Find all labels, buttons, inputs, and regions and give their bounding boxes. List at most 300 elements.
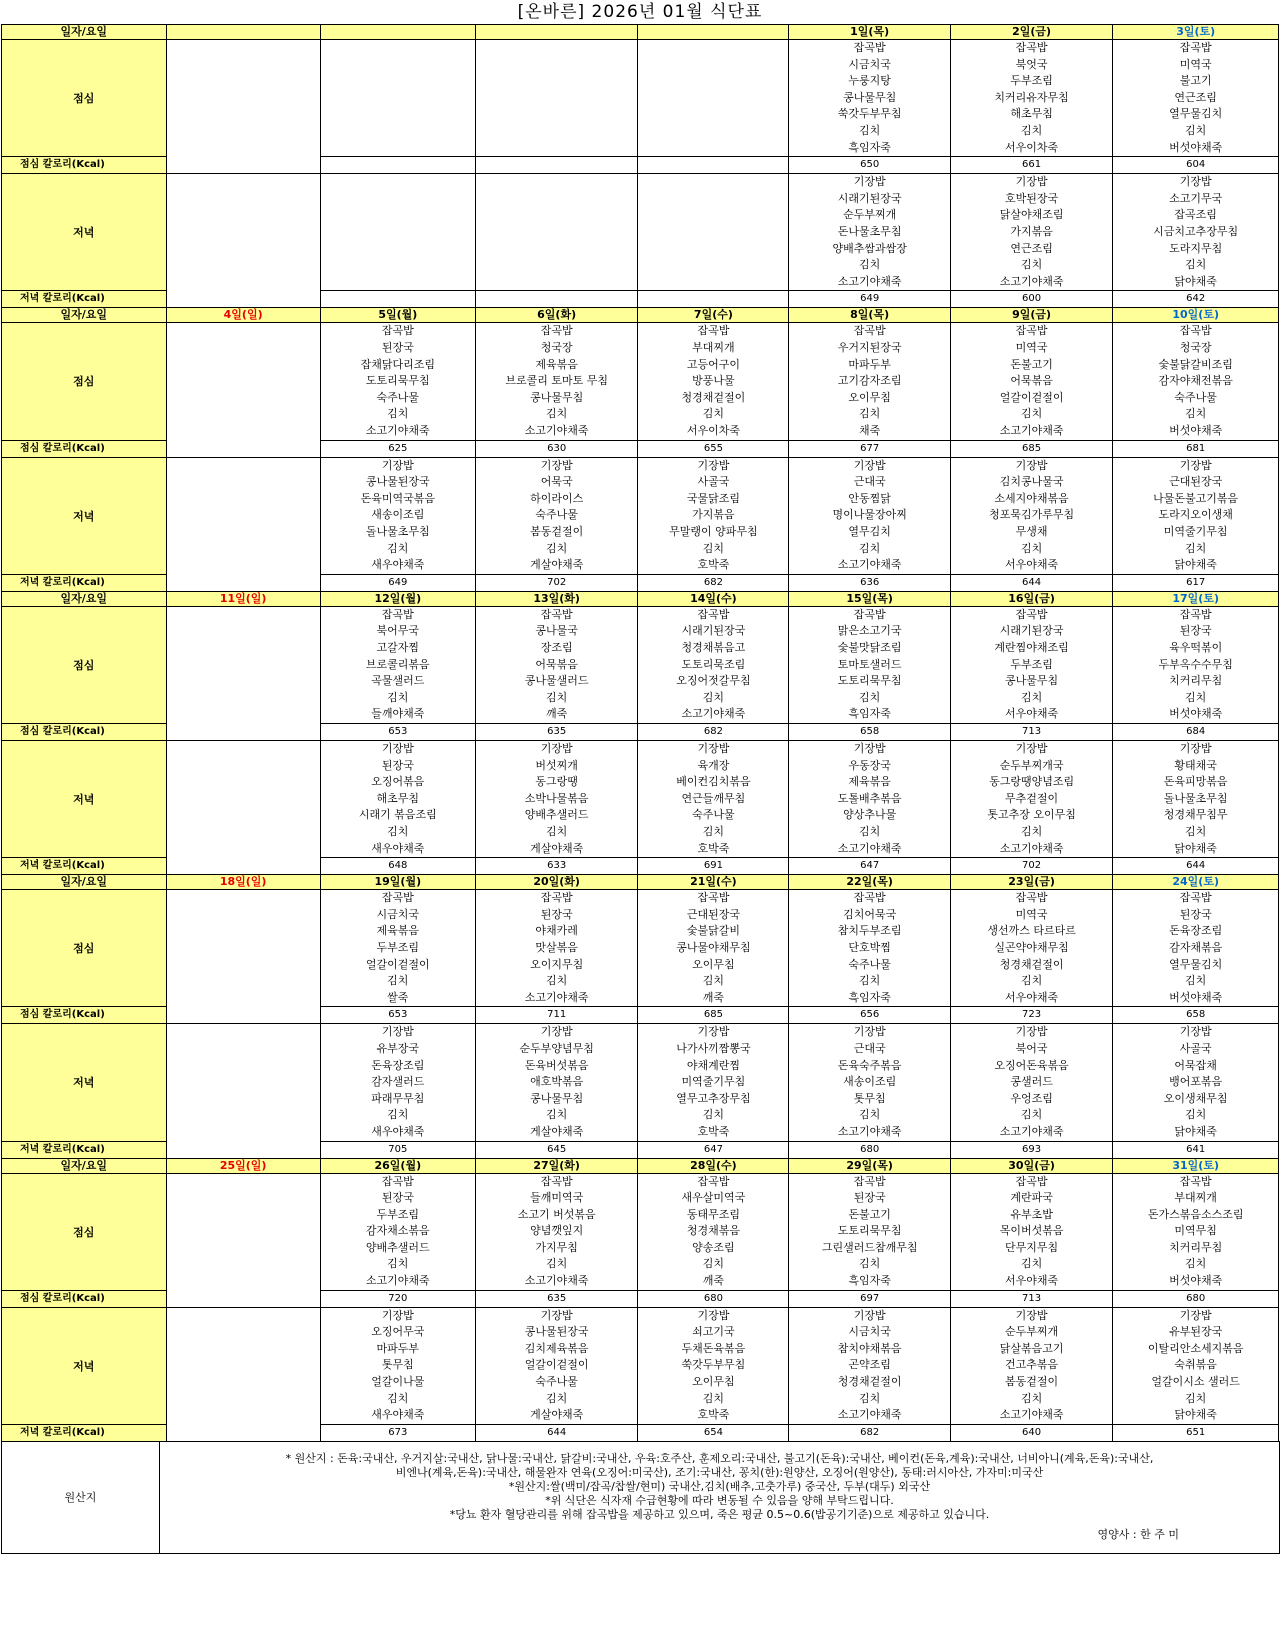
day-header: 27일(화) xyxy=(475,1158,637,1173)
lunch-menu-cell xyxy=(166,606,320,740)
origin-line: *원산지:쌀(백미/잡곡/찹쌀/현미) 국내산,김치(배추,고춧가루) 중국산, 두부(대두) 외국산 xyxy=(508,1480,931,1494)
dish-item: 도토리묵무침 xyxy=(837,1224,902,1238)
dish-item: 김치 xyxy=(1185,407,1207,421)
dish-item: 김치 xyxy=(387,824,409,838)
dinner-menu-cell xyxy=(475,174,637,291)
dish-item: 청국장 xyxy=(1179,340,1212,354)
dinner-menu-cell xyxy=(320,174,475,291)
lunch-menu-cell xyxy=(320,323,475,440)
dish-item: 도토리묵조림 xyxy=(681,657,746,671)
origin-table xyxy=(1,1441,1280,1554)
dish-item: 양념깻잎지 xyxy=(530,1224,584,1238)
lunch-menu-cell xyxy=(950,323,1112,440)
dish-item: 오징어무국 xyxy=(371,1325,425,1339)
dish-item: 열무물김치 xyxy=(1169,107,1223,121)
dish-item: 김치 xyxy=(702,541,725,555)
dish-item: 잡곡조림 xyxy=(1174,208,1217,222)
dish-item: 기장밥 xyxy=(1179,1025,1212,1039)
dinner-menu-cell xyxy=(638,174,789,291)
dish-item: 잡곡밥 xyxy=(1179,607,1212,621)
lunch-label: 점심 xyxy=(2,606,167,723)
dish-item: 미역줄기무침 xyxy=(1163,524,1228,538)
dish-item: 잡곡밥 xyxy=(853,41,886,54)
dish-item: 오이생채무침 xyxy=(1163,1091,1228,1105)
dish-item: 시금치국 xyxy=(376,907,420,921)
dinner-menu-cell xyxy=(475,1024,637,1141)
lunch-menu-cell xyxy=(320,606,475,723)
dish-item: 소고기야채죽 xyxy=(837,1408,902,1422)
dish-item: 우거지된장국 xyxy=(837,340,902,354)
dish-item: 양배추샐러드 xyxy=(365,1240,430,1254)
lunch-row xyxy=(2,1173,1279,1290)
dish-item: 흑임자죽 xyxy=(848,140,891,154)
dinner-menu-cell xyxy=(1113,1307,1279,1424)
dish-item: 나가사끼짬뽕국 xyxy=(676,1041,751,1055)
dish-item: 참치두부조림 xyxy=(837,924,902,938)
lunch-menu-cell xyxy=(789,1173,950,1290)
dish-item: 고기감자조림 xyxy=(837,374,902,388)
lunch-menu-cell xyxy=(320,40,475,157)
day-header: 3일(토) xyxy=(1113,25,1279,40)
dish-item: 가지볶음 xyxy=(692,508,735,522)
dish-item: 잡곡밥 xyxy=(381,891,414,905)
day-header: 6일(화) xyxy=(475,308,637,323)
dish-item: 버섯야채죽 xyxy=(1169,1274,1223,1288)
dish-item: 돈육버섯볶음 xyxy=(524,1058,589,1072)
dish-item: 소고기야채죽 xyxy=(837,841,902,855)
dish-item: 새우야채죽 xyxy=(371,558,425,572)
lunch-calorie-value: 658 xyxy=(789,723,950,740)
dinner-calorie-value: 680 xyxy=(789,1141,950,1158)
dish-item: 호박죽 xyxy=(697,841,730,855)
dish-item: 순두부찌개국 xyxy=(999,758,1064,772)
day-header: 22일(목) xyxy=(789,875,950,890)
dish-item: 장조림 xyxy=(540,640,573,654)
day-header: 12일(월) xyxy=(320,591,475,606)
dish-item: 김치 xyxy=(859,407,881,421)
dish-item: 소고기야채죽 xyxy=(837,274,902,288)
dish-item: 숙주나물 xyxy=(376,390,420,404)
dinner-label: 저녁 xyxy=(2,740,167,857)
dish-item: 잡곡밥 xyxy=(1179,1174,1212,1188)
dish-item: 숯불닭갈비조림 xyxy=(1158,357,1233,371)
dish-item: 소고기야채죽 xyxy=(999,274,1064,288)
dish-item: 김치 xyxy=(1020,1108,1043,1122)
dish-item: 김치 xyxy=(702,1108,725,1122)
dish-item: 그린샐러드참깨무침 xyxy=(821,1240,918,1254)
dish-item: 김치 xyxy=(859,1257,881,1271)
lunch-calorie-value: 680 xyxy=(1113,1290,1279,1307)
lunch-calorie-value: 655 xyxy=(638,440,789,457)
dish-item: 시래기 볶음조림 xyxy=(358,808,437,822)
dish-item: 양배추쌈과쌈장 xyxy=(832,241,907,255)
dish-item: 기장밥 xyxy=(1015,1308,1048,1322)
dish-item: 콩나물무침 xyxy=(530,390,584,404)
dish-item: 잡곡밥 xyxy=(853,1174,886,1188)
dish-item: 감자채볶음 xyxy=(1169,940,1223,954)
dish-item: 닭살야채조림 xyxy=(999,208,1064,222)
dish-item: 두부조림 xyxy=(1010,657,1053,671)
dish-item: 김치 xyxy=(859,258,881,272)
dish-item: 돈육장조림 xyxy=(1169,924,1223,938)
dinner-calorie-value: 649 xyxy=(789,291,950,308)
dish-item: 잡곡밥 xyxy=(697,1174,730,1188)
dinner-calorie-value: 636 xyxy=(789,574,950,591)
dish-item: 김치 xyxy=(546,541,568,555)
dish-item: 명이나물장아찌 xyxy=(832,508,907,522)
dish-item: 숙주나물 xyxy=(692,808,735,822)
dinner-menu-cell xyxy=(638,1024,789,1141)
dish-item: 기장밥 xyxy=(540,1308,573,1322)
dish-item: 된장국 xyxy=(540,907,573,921)
dish-item: 버섯야채죽 xyxy=(1169,990,1223,1004)
dish-item: 뱅어포볶음 xyxy=(1169,1075,1223,1089)
dish-item: 잡곡밥 xyxy=(540,324,573,338)
dish-item: 안동찜닭 xyxy=(848,491,891,505)
lunch-calorie-label: 점심 칼로리(Kcal) xyxy=(2,1007,167,1024)
dish-item: 김치 xyxy=(859,541,881,555)
dish-item: 된장국 xyxy=(1179,624,1212,638)
dish-item: 방풍나물 xyxy=(692,374,735,388)
dinner-menu-cell xyxy=(320,1307,475,1424)
dinner-menu-cell xyxy=(1113,1024,1279,1141)
dish-item: 잡곡밥 xyxy=(853,607,886,621)
dish-item: 잡곡밥 xyxy=(697,607,730,621)
dinner-row xyxy=(2,457,1279,574)
dinner-calorie-label: 저녁 칼로리(Kcal) xyxy=(2,858,167,875)
dinner-calorie-label: 저녁 칼로리(Kcal) xyxy=(2,1424,167,1441)
dish-item: 김치콩나물국 xyxy=(999,475,1064,489)
day-header: 16일(금) xyxy=(950,591,1112,606)
dish-item: 가지볶음 xyxy=(1010,224,1053,238)
lunch-label: 점심 xyxy=(2,40,167,157)
dish-item: 된장국 xyxy=(853,1191,886,1205)
lunch-calorie-value: 653 xyxy=(320,1007,475,1024)
dinner-calorie-value: 633 xyxy=(475,858,637,875)
dish-item: 기장밥 xyxy=(853,458,886,472)
dish-item: 콩나물무침 xyxy=(1005,674,1059,688)
lunch-menu-cell xyxy=(166,1173,320,1307)
lunch-calorie-value: 684 xyxy=(1113,723,1279,740)
dish-item: 소고기야채죽 xyxy=(999,1124,1064,1138)
dish-item: 김치 xyxy=(546,690,568,704)
dish-item: 소고기야채죽 xyxy=(365,1274,430,1288)
lunch-calorie-value: 713 xyxy=(950,723,1112,740)
dinner-menu-cell xyxy=(320,740,475,857)
day-header: 19일(월) xyxy=(320,875,475,890)
dinner-label: 저녁 xyxy=(2,1307,167,1424)
origin-notes xyxy=(160,1441,1280,1553)
dish-item: 김치 xyxy=(1020,1391,1043,1405)
dish-item: 서우야채죽 xyxy=(1005,990,1059,1004)
dish-item: 무생채 xyxy=(1015,524,1048,538)
dish-item: 김치 xyxy=(1020,541,1043,555)
dish-item: 새송이조림 xyxy=(843,1075,897,1089)
origin-line: *위 식단은 식자재 수급현황에 따라 변동될 수 있음을 양해 부탁드립니다. xyxy=(545,1494,894,1508)
lunch-calorie-value: 661 xyxy=(950,157,1112,174)
dish-item: 김치 xyxy=(859,1391,881,1405)
dish-item: 돈육미역국볶음 xyxy=(360,491,435,505)
dish-item: 북어국 xyxy=(1015,1041,1048,1055)
dish-item: 김치 xyxy=(1185,1391,1207,1405)
dish-item: 돌나물초무침 xyxy=(1163,791,1228,805)
dish-item: 봄동겉절이 xyxy=(1005,1375,1059,1389)
dish-item: 잡곡밥 xyxy=(381,324,414,338)
dish-item: 무추겉절이 xyxy=(1005,791,1059,805)
day-header: 5일(월) xyxy=(320,308,475,323)
dish-item: 동태무조림 xyxy=(686,1207,740,1221)
dish-item: 서우이차죽 xyxy=(1005,140,1059,154)
date-day-label: 일자/요일 xyxy=(2,308,167,323)
dish-item: 단호박찜 xyxy=(848,940,891,954)
dish-item: 새우야채죽 xyxy=(371,1408,425,1422)
dish-item: 시금치국 xyxy=(848,1325,891,1339)
week-header-row xyxy=(2,1158,1279,1173)
dish-item: 봄동겉절이 xyxy=(530,524,584,538)
dish-item: 김치어묵국 xyxy=(843,907,897,921)
lunch-calorie-value: 658 xyxy=(1113,1007,1279,1024)
dish-item: 서우야채죽 xyxy=(1005,558,1059,572)
dish-item: 콩나물샐러드 xyxy=(524,674,589,688)
dish-item: 근대국 xyxy=(853,475,886,489)
dinner-menu-cell xyxy=(950,174,1112,291)
dish-item: 시래기된장국 xyxy=(837,191,902,205)
dish-item: 미역줄기무침 xyxy=(681,1075,746,1089)
lunch-calorie-value: 697 xyxy=(789,1290,950,1307)
lunch-menu-cell xyxy=(320,890,475,1007)
dish-item: 기장밥 xyxy=(1179,175,1212,189)
dish-item: 시금치국 xyxy=(848,57,891,71)
dish-item: 숯불맛닭조림 xyxy=(837,640,902,654)
dish-item: 도라지무침 xyxy=(1169,241,1223,255)
lunch-menu-cell xyxy=(789,890,950,1007)
dish-item: 마파두부 xyxy=(848,357,891,371)
dish-item: 톳고추장 오이무침 xyxy=(987,808,1076,822)
dish-item: 버섯찌개 xyxy=(535,758,578,772)
dish-item: 시래기된장국 xyxy=(681,624,746,638)
dish-item: 소고기야채죽 xyxy=(837,558,902,572)
dish-item: 게살야채죽 xyxy=(530,841,584,855)
dish-item: 미역국 xyxy=(1015,340,1048,354)
dish-item: 잡곡밥 xyxy=(1179,324,1212,338)
day-header: 8일(목) xyxy=(789,308,950,323)
dish-item: 잡곡밥 xyxy=(540,891,573,905)
dish-item: 파래무무침 xyxy=(371,1091,425,1105)
dish-item: 육개장 xyxy=(697,758,730,772)
dinner-menu-cell xyxy=(950,1024,1112,1141)
dish-item: 미역국 xyxy=(1179,57,1212,71)
date-day-label: 일자/요일 xyxy=(2,1158,167,1173)
dish-item: 콩나물된장국 xyxy=(524,1325,589,1339)
lunch-menu-cell xyxy=(950,606,1112,723)
dish-item: 어묵국 xyxy=(540,475,573,489)
dinner-label: 저녁 xyxy=(2,174,167,291)
dish-item: 소고기야채죽 xyxy=(524,1274,589,1288)
dish-item: 기장밥 xyxy=(381,1308,414,1322)
dish-item: 닭야채죽 xyxy=(1174,274,1217,288)
dinner-menu-cell xyxy=(166,740,320,874)
dish-item: 사골국 xyxy=(697,475,730,489)
dish-item: 호박죽 xyxy=(697,558,730,572)
lunch-calorie-value: 713 xyxy=(950,1290,1112,1307)
dish-item: 잡곡밥 xyxy=(1179,41,1212,54)
dinner-calorie-value xyxy=(475,291,637,308)
dinner-calorie-value: 644 xyxy=(950,574,1112,591)
dish-item: 콩나물야채무침 xyxy=(676,940,751,954)
lunch-menu-cell xyxy=(1113,890,1279,1007)
dinner-calorie-label: 저녁 칼로리(Kcal) xyxy=(2,291,167,308)
dinner-calorie-value: 702 xyxy=(950,858,1112,875)
dinner-menu-cell xyxy=(789,1024,950,1141)
dish-item: 기장밥 xyxy=(697,458,730,472)
dish-item: 버섯야채죽 xyxy=(1169,707,1223,721)
dish-item: 기장밥 xyxy=(381,458,414,472)
dinner-menu-cell xyxy=(950,740,1112,857)
dinner-calorie-value: 645 xyxy=(475,1141,637,1158)
dinner-row xyxy=(2,1307,1279,1424)
dinner-calorie-value: 651 xyxy=(1113,1424,1279,1441)
dinner-calorie-value: 640 xyxy=(950,1424,1112,1441)
dish-item: 콩나물무침 xyxy=(843,90,897,104)
origin-line: *당뇨 환자 혈당관리를 위해 잡곡밥을 제공하고 있으며, 죽은 평균 0.5~0.6(밥공기기준)으로 제공하고 있습니다. xyxy=(449,1508,990,1522)
dish-item: 깨죽 xyxy=(702,1274,725,1288)
dish-item: 잡곡밥 xyxy=(540,607,573,621)
dish-item: 숙주나물 xyxy=(1174,390,1217,404)
lunch-calorie-value: 650 xyxy=(789,157,950,174)
dish-item: 두부조림 xyxy=(376,1207,420,1221)
day-header xyxy=(638,25,789,40)
dish-item: 잡곡밥 xyxy=(697,324,730,338)
dish-item: 양배추샐러드 xyxy=(524,808,589,822)
lunch-calorie-label: 점심 칼로리(Kcal) xyxy=(2,157,167,174)
dish-item: 잡곡밥 xyxy=(1015,1174,1048,1188)
day-header: 31일(토) xyxy=(1113,1158,1279,1173)
dish-item: 서우야채죽 xyxy=(1005,707,1059,721)
dish-item: 닭야채죽 xyxy=(1174,1124,1217,1138)
dish-item: 청경채겉절이 xyxy=(681,390,746,404)
dish-item: 두부조림 xyxy=(1010,74,1053,88)
dish-item: 얼갈이겉절이 xyxy=(524,1358,589,1372)
date-day-label: 일자/요일 xyxy=(2,591,167,606)
dish-item: 얼갈이나물 xyxy=(371,1375,425,1389)
dish-item: 기장밥 xyxy=(697,741,730,755)
dinner-calorie-value: 641 xyxy=(1113,1141,1279,1158)
dish-item: 돈가스볶음소스조림 xyxy=(1147,1207,1244,1221)
dish-item: 두부조림 xyxy=(376,940,420,954)
dietitian-sign: 영양사 : 한 주 미 xyxy=(1097,1528,1179,1542)
dish-item: 들깨미역국 xyxy=(530,1191,584,1205)
dish-item: 김치 xyxy=(1185,824,1207,838)
dinner-menu-cell xyxy=(789,740,950,857)
page-title: [온바른] 2026년 01월 식단표 xyxy=(517,2,763,22)
lunch-calorie-label: 점심 칼로리(Kcal) xyxy=(2,723,167,740)
lunch-calorie-value: 681 xyxy=(1113,440,1279,457)
dish-item: 소고기야채죽 xyxy=(524,990,589,1004)
dish-item: 도토리묵무침 xyxy=(365,374,430,388)
dish-item: 게살야채죽 xyxy=(530,1408,584,1422)
dish-item: 쌀죽 xyxy=(387,990,409,1004)
dish-item: 새우야채죽 xyxy=(371,841,425,855)
lunch-menu-cell xyxy=(638,323,789,440)
dish-item: 목이버섯볶음 xyxy=(999,1224,1064,1238)
lunch-menu-cell xyxy=(638,40,789,157)
dinner-menu-cell xyxy=(166,1024,320,1158)
dinner-label: 저녁 xyxy=(2,457,167,574)
dinner-label: 저녁 xyxy=(2,1024,167,1141)
dish-item: 얼갈이시소 샐러드 xyxy=(1151,1375,1240,1389)
dish-item: 기장밥 xyxy=(540,741,573,755)
dinner-menu-cell xyxy=(1113,457,1279,574)
week-header-row xyxy=(2,875,1279,890)
dish-item: 오징어젓갈무침 xyxy=(676,674,751,688)
lunch-menu-cell xyxy=(1113,606,1279,723)
dish-item: 깨죽 xyxy=(546,707,568,721)
origin-line: * 원산지 : 돈육:국내산, 우거지살:국내산, 닭나물:국내산, 닭갈비:국내산, 우육:호주산, 훈제오리:국내산, 불고기(돈육):국내산, 베이컨(돈육,계육):국내산, 너비아니(계육,돈육):국내산, xyxy=(285,1452,1154,1466)
dish-item: 누룽지탕 xyxy=(848,74,891,88)
dish-item: 김치 xyxy=(1020,974,1043,988)
dish-item: 오이무침 xyxy=(848,390,891,404)
dish-item: 호박죽 xyxy=(697,1408,730,1422)
dish-item: 김치 xyxy=(1020,824,1043,838)
dish-item: 나물돈불고기볶음 xyxy=(1153,491,1239,505)
dish-item: 기장밥 xyxy=(853,1025,886,1039)
lunch-row xyxy=(2,890,1279,1007)
dinner-calorie-value: 682 xyxy=(638,574,789,591)
lunch-calorie-value: 685 xyxy=(638,1007,789,1024)
dish-item: 김치 xyxy=(859,824,881,838)
dish-item: 연근조림 xyxy=(1174,90,1217,104)
lunch-menu-cell xyxy=(789,40,950,157)
dish-item: 김치 xyxy=(1185,690,1207,704)
day-header: 23일(금) xyxy=(950,875,1112,890)
dish-item: 소고기야채죽 xyxy=(999,423,1064,437)
dish-item: 잡곡밥 xyxy=(540,1174,573,1188)
lunch-calorie-value: 656 xyxy=(789,1007,950,1024)
dinner-menu-cell xyxy=(475,457,637,574)
dish-item: 생선까스 타르타르 xyxy=(987,924,1076,938)
date-day-label: 일자/요일 xyxy=(2,875,167,890)
dish-item: 오징어볶음 xyxy=(371,775,425,789)
dish-item: 닭야채죽 xyxy=(1174,558,1217,572)
dinner-menu-cell xyxy=(320,457,475,574)
day-header: 21일(수) xyxy=(638,875,789,890)
dish-item: 잡곡밥 xyxy=(1015,324,1048,338)
dish-item: 소고기무국 xyxy=(1169,191,1223,205)
dish-item: 해초무침 xyxy=(1010,107,1053,121)
dish-item: 열무김치 xyxy=(848,524,891,538)
dish-item: 흑임자죽 xyxy=(848,990,891,1004)
dish-item: 고등어구이 xyxy=(686,357,740,371)
dish-item: 소세지야채볶음 xyxy=(994,491,1069,505)
dinner-menu-cell xyxy=(1113,174,1279,291)
dinner-calorie-value: 647 xyxy=(789,858,950,875)
dish-item: 청경채겉절이 xyxy=(837,1375,902,1389)
dish-item: 콩나물된장국 xyxy=(365,475,430,489)
lunch-menu-cell xyxy=(950,1173,1112,1290)
dish-item: 김치 xyxy=(387,1108,409,1122)
dinner-menu-cell xyxy=(638,457,789,574)
dish-item: 유부된장국 xyxy=(1169,1325,1223,1339)
dish-item: 김치 xyxy=(1185,974,1207,988)
dish-item: 부대찌개 xyxy=(1174,1191,1217,1205)
dinner-calorie-value: 649 xyxy=(320,574,475,591)
day-header xyxy=(320,25,475,40)
day-header: 2일(금) xyxy=(950,25,1112,40)
day-header: 20일(화) xyxy=(475,875,637,890)
dish-item: 된장국 xyxy=(1179,907,1212,921)
dish-item: 실곤약야채무침 xyxy=(994,940,1069,954)
dish-item: 서우이차죽 xyxy=(686,423,740,437)
